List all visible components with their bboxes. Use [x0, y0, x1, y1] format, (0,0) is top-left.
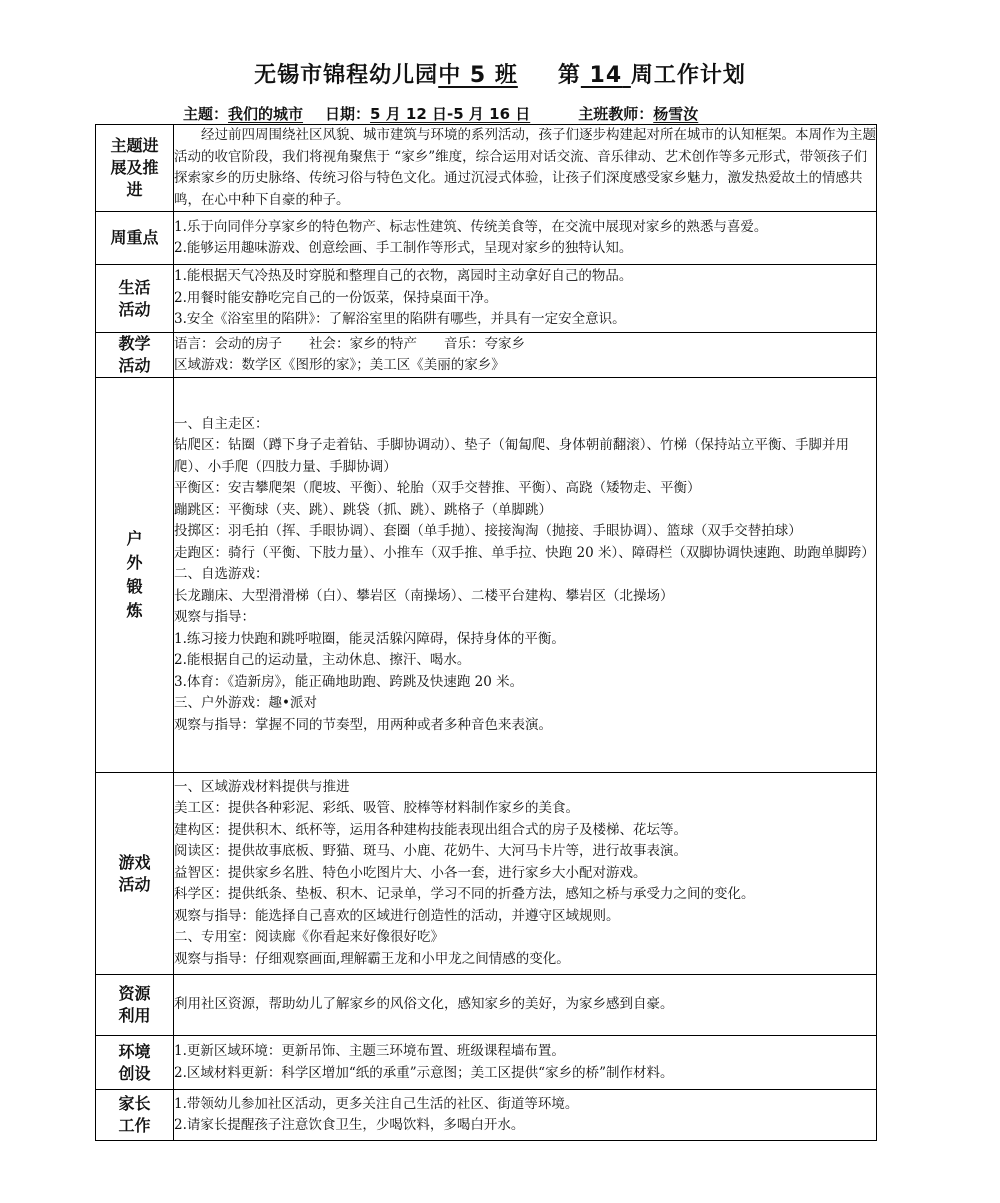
row-label-progress: 主题进 展及推 进: [96, 125, 174, 212]
row-label-focus: 周重点: [96, 212, 174, 265]
list-item: 阅读区：提供故事底板、野猫、斑马、小鹿、花奶牛、大河马卡片等，进行故事表演。: [174, 843, 687, 860]
row-resources: [96, 975, 877, 1036]
row-label-environment: 环境 创设: [96, 1036, 174, 1090]
date-label: 日期：: [325, 105, 371, 123]
row-content-environment: [174, 1036, 877, 1090]
row-life: [96, 265, 877, 333]
row-content-resources: [174, 975, 877, 1036]
list-item: 1.能根据天气冷热及时穿脱和整理自己的衣物，离园时主动拿好自己的物品。: [174, 268, 633, 285]
list-item: 语言：会动的房子 社会：家乡的特产 音乐：夸家乡: [174, 335, 525, 352]
date-value: 5 月 12 日-5 月 16 日: [370, 105, 531, 123]
list-item: 平衡区：安吉攀爬架（爬坡、平衡）、轮胎（双手交替推、平衡）、高跷（矮物走、平衡）: [174, 480, 701, 497]
row-label-life: 生活 活动: [96, 265, 174, 333]
row-label-games: 游戏 活动: [96, 773, 174, 975]
list-item: 3.体育：《造新房》，能正确地助跑、跨跳及快速跑 20 米。: [174, 673, 524, 690]
list-item: 一、区域游戏材料提供与推进: [174, 778, 350, 795]
row-label-parents: 家长 工作: [96, 1090, 174, 1141]
list-item: 二、专用室：阅读廊《你看起来好像很好吃》: [174, 929, 444, 946]
row-parents: [96, 1090, 877, 1141]
progress-text: 经过前四周围绕社区风貌、城市建筑与环境的系列活动，孩子们逐步构建起对所在城市的认知框架。本周作为主题活动的收官阶段，我们将视角聚焦于 “家乡”维度，综合运用对话交流、音乐律动、艺术创作等多元形式，带领孩子们探索家乡的历史脉络、传统习俗与特色文化。通过沉浸式体验，让孩子们深度感受家乡魅力，激发热爱故土的情感共鸣，在心中种下自豪的种子。: [174, 127, 876, 208]
row-environment: [96, 1036, 877, 1090]
list-item: 2.区域材料更新：科学区增加“纸的承重”示意图；美工区提供“家乡的桥”制作材料。: [174, 1064, 674, 1081]
row-content-progress: [174, 125, 877, 212]
list-item: 益智区：提供家乡名胜、特色小吃图片大、小各一套，进行家乡大小配对游戏。: [174, 864, 647, 881]
list-item: 一、自主走区：: [174, 415, 269, 432]
list-item: 1.练习接力快跑和跳呼啦圈，能灵活躲闪障碍，保持身体的平衡。: [174, 630, 565, 647]
theme-label: 主题：: [183, 105, 229, 123]
row-focus: [96, 212, 877, 265]
list-item: 2.能根据自己的运动量，主动休息、擦汗、喝水。: [174, 652, 471, 669]
list-item: 2.能够运用趣味游戏、创意绘画、手工制作等形式，呈现对家乡的独特认知。: [174, 240, 633, 256]
teacher-label: 主班教师：: [578, 105, 654, 123]
week-suffix: 周工作计划: [630, 63, 746, 88]
list-item: 1.带领幼儿参加社区活动，更多关注自己生活的社区、街道等环境。: [174, 1095, 579, 1112]
row-content-life: [174, 265, 877, 333]
list-item: 美工区：提供各种彩泥、彩纸、吸管、胶棒等材料制作家乡的美食。: [174, 800, 579, 817]
row-outdoor: [96, 378, 877, 773]
row-content-outdoor: [174, 378, 877, 773]
list-item: 投掷区：羽毛拍（挥、手眼协调）、套圈（单手抛）、接接淘淘（抛接、手眼协调）、篮球（双手交替拍球）: [174, 523, 802, 540]
weekly-plan-table: [95, 124, 877, 1141]
school-name: 无锡市锦程幼儿园: [254, 63, 439, 88]
row-games: [96, 773, 877, 975]
class-name: 中 5 班: [438, 63, 518, 88]
theme-value: 我们的城市: [228, 105, 304, 123]
list-item: 走跑区：骑行（平衡、下肢力量）、小推车（双手推、单手拉、快跑 20 米）、障碍栏（双脚协调快速跑、助跑单脚跨）: [174, 544, 875, 561]
row-label-resources: 资源 利用: [96, 975, 174, 1036]
list-item: 钻爬区：钻圈（蹲下身子走着钻、手脚协调动）、垫子（匍匐爬、身体朝前翻滚）、竹梯（保持站立平衡、手脚并用爬）、小手爬（四肢力量、手脚协调）: [174, 437, 849, 475]
resources-text: 利用社区资源，帮助幼儿了解家乡的风俗文化，感知家乡的美好，为家乡感到自豪。: [174, 996, 674, 1013]
list-item: 观察与指导：能选择自己喜欢的区域进行创造性的活动，并遵守区域规则。: [174, 907, 620, 924]
list-item: 蹦跳区：平衡球（夹、跳）、跳袋（抓、跳）、跳格子（单脚跳）: [174, 501, 552, 518]
row-content-focus: [174, 212, 877, 265]
list-item: 1.乐于向同伴分享家乡的特色物产、标志性建筑、传统美食等，在交流中展现对家乡的熟悉与喜爱。: [174, 218, 768, 235]
list-item: 三、户外游戏：趣•派对: [174, 695, 317, 712]
row-content-games: [174, 773, 877, 975]
row-label-teaching: 教学 活动: [96, 333, 174, 378]
list-item: 1.更新区域环境：更新吊饰、主题三环境布置、班级课程墙布置。: [174, 1043, 565, 1059]
week-prefix: 第: [557, 63, 581, 88]
list-item: 2.请家长提醒孩子注意饮食卫生，少喝饮料，多喝白开水。: [174, 1117, 525, 1133]
subheader: [183, 103, 923, 124]
list-item: 科学区：提供纸条、垫板、积木、记录单，学习不同的折叠方法，感知之桥与承受力之间的变化。: [174, 886, 755, 903]
row-content-parents: [174, 1090, 877, 1141]
list-item: 区域游戏：数学区《图形的家》；美工区《美丽的家乡》: [174, 357, 505, 373]
page-title: [0, 58, 1000, 89]
list-item: 3.安全《浴室里的陷阱》：了解浴室里的陷阱有哪些，并具有一定安全意识。: [174, 311, 626, 328]
row-progress: [96, 125, 877, 212]
list-item: 二、自选游戏：: [174, 566, 269, 583]
list-item: 建构区：提供积木、纸杯等，运用各种建构技能表现出组合式的房子及楼梯、花坛等。: [174, 821, 687, 838]
row-label-outdoor: 户 外 锻 炼: [96, 378, 174, 773]
row-teaching: [96, 333, 877, 378]
row-content-teaching: [174, 333, 877, 378]
teacher-value: 杨雪汝: [653, 105, 699, 123]
list-item: 观察与指导：: [174, 609, 255, 626]
list-item: 观察与指导：掌握不同的节奏型，用两种或者多种音色来表演。: [174, 716, 552, 733]
list-item: 观察与指导：仔细观察画面,理解霸王龙和小甲龙之间情感的变化。: [174, 950, 570, 967]
week-number: 14: [589, 63, 623, 88]
list-item: 长龙蹦床、大型滑滑梯（白）、攀岩区（南操场）、二楼平台建构、攀岩区（北操场）: [174, 587, 674, 604]
list-item: 2.用餐时能安静吃完自己的一份饭菜，保持桌面干净。: [174, 289, 498, 306]
